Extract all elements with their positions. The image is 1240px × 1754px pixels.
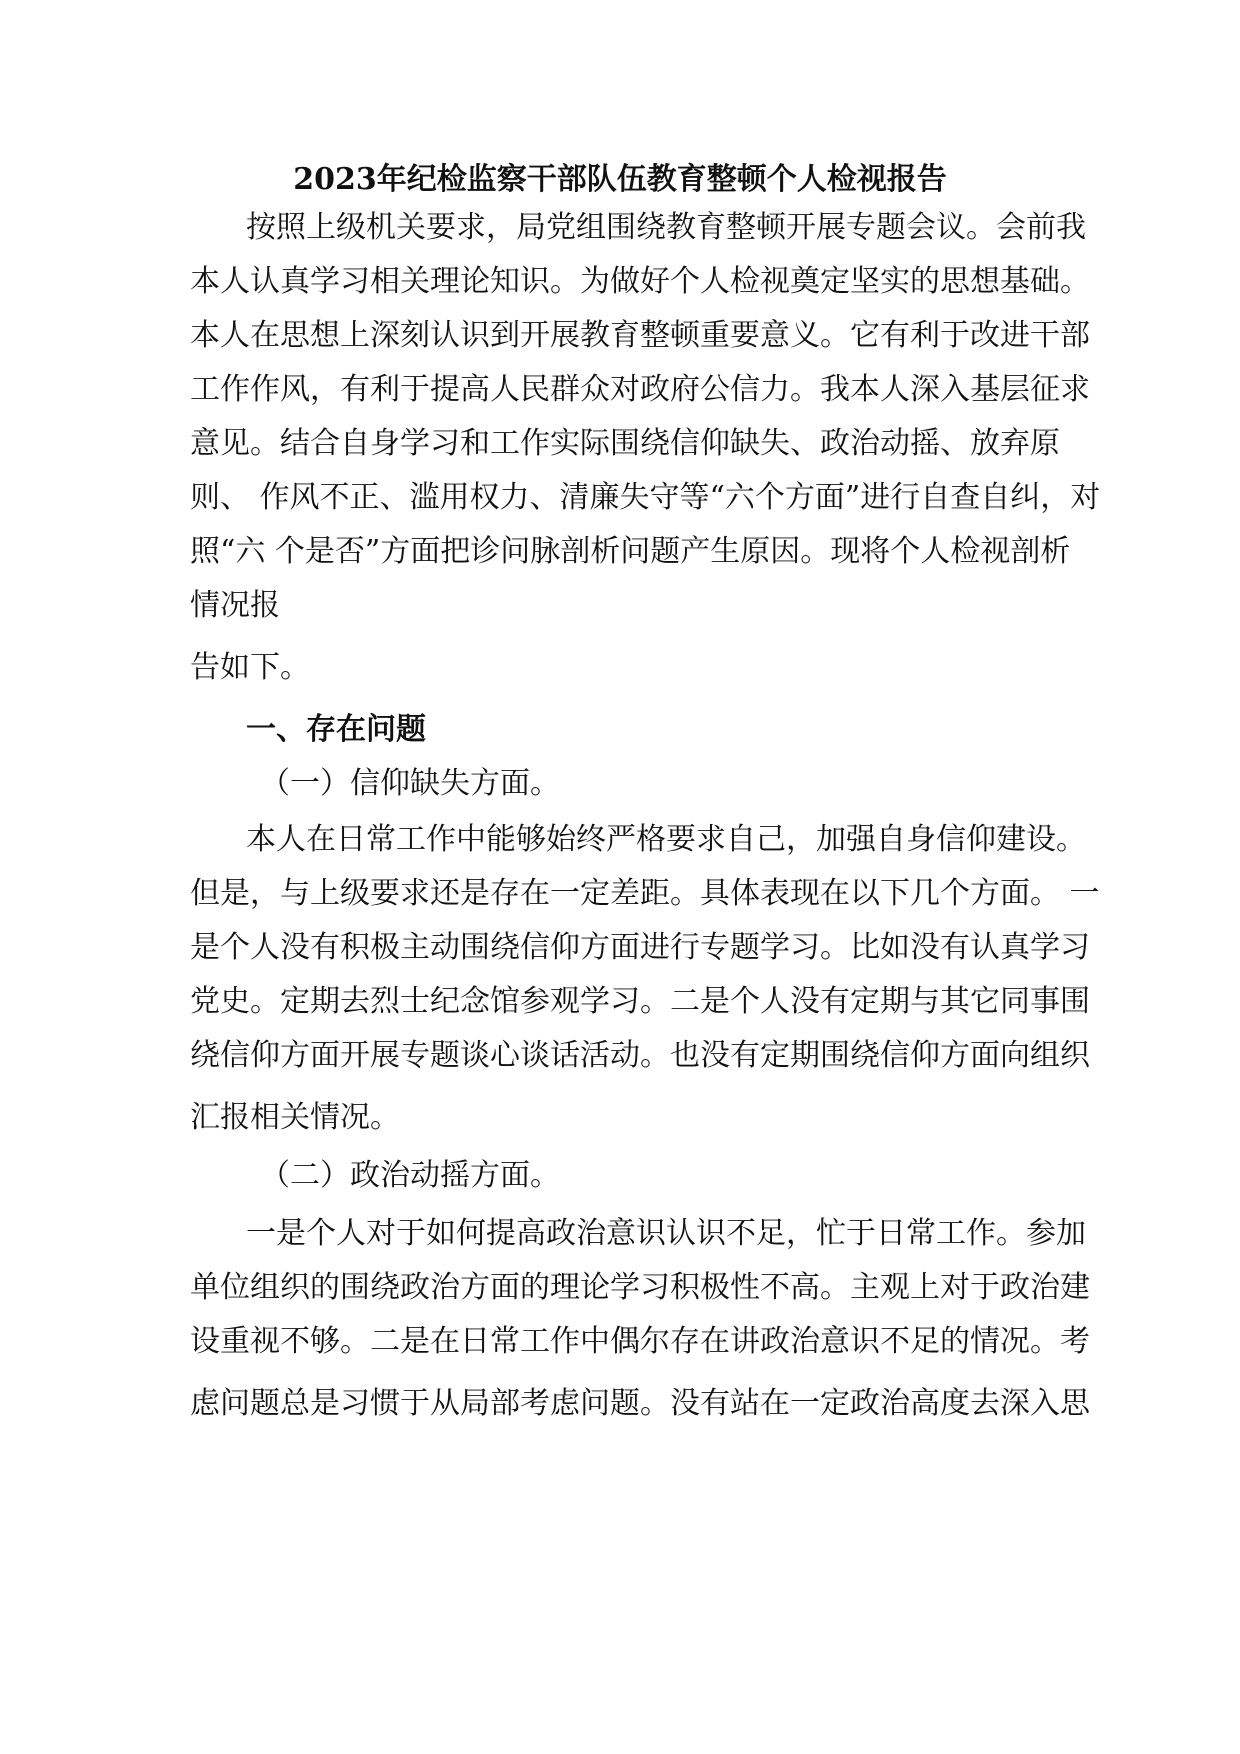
paragraph-line: 但是，与上级要求还是存在一定差距。具体表现在以下几个方面。 一 (190, 876, 1100, 911)
subsection-heading: （二）政治动摇方面。 (260, 1158, 560, 1193)
paragraph-line: 一是个人对于如何提高政治意识认识不足，忙于日常工作。参加 (246, 1216, 1086, 1251)
paragraph-line: 是个人没有积极主动围绕信仰方面进行专题学习。比如没有认真学习 (190, 930, 1090, 965)
subsection-heading: （一）信仰缺失方面。 (260, 766, 560, 801)
paragraph-line: 虑问题总是习惯于从局部考虑问题。没有站在一定政治高度去深入思 (190, 1386, 1090, 1421)
paragraph-line: 则、 作风不正、滥用权力、清廉失守等“六个方面”进行自查自纠，对 (190, 480, 1101, 515)
paragraph-line: 本人在日常工作中能够始终严格要求自己，加强自身信仰建设。 (246, 822, 1086, 857)
paragraph-line: 意见。结合自身学习和工作实际围绕信仰缺失、政治动摇、放弃原 (190, 426, 1060, 461)
paragraph-line: 本人在思想上深刻认识到开展教育整顿重要意义。它有利于改进干部 (190, 318, 1090, 353)
paragraph-line: 告如下。 (190, 650, 310, 685)
paragraph-line: 工作作风，有利于提高人民群众对政府公信力。我本人深入基层征求 (190, 372, 1090, 407)
paragraph-line: 本人认真学习相关理论知识。为做好个人检视奠定坚实的思想基础。 (190, 264, 1090, 299)
paragraph-line: 汇报相关情况。 (190, 1100, 400, 1135)
paragraph-line: 情况报 (190, 588, 280, 623)
paragraph-line: 党史。定期去烈士纪念馆参观学习。二是个人没有定期与其它同事围 (190, 984, 1090, 1019)
document-title: 2023年纪检监察干部队伍教育整顿个人检视报告 (293, 162, 947, 197)
section-heading: 一、存在问题 (246, 712, 426, 747)
paragraph-line: 绕信仰方面开展专题谈心谈话活动。也没有定期围绕信仰方面向组织 (190, 1038, 1090, 1073)
paragraph-line: 设重视不够。二是在日常工作中偶尔存在讲政治意识不足的情况。考 (190, 1324, 1090, 1359)
paragraph-line: 照“六 个是否”方面把诊问脉剖析问题产生原因。现将个人检视剖析 (190, 534, 1071, 569)
paragraph-line: 按照上级机关要求，局党组围绕教育整顿开展专题会议。会前我 (246, 210, 1086, 245)
paragraph-line: 单位组织的围绕政治方面的理论学习积极性不高。主观上对于政治建 (190, 1270, 1090, 1305)
